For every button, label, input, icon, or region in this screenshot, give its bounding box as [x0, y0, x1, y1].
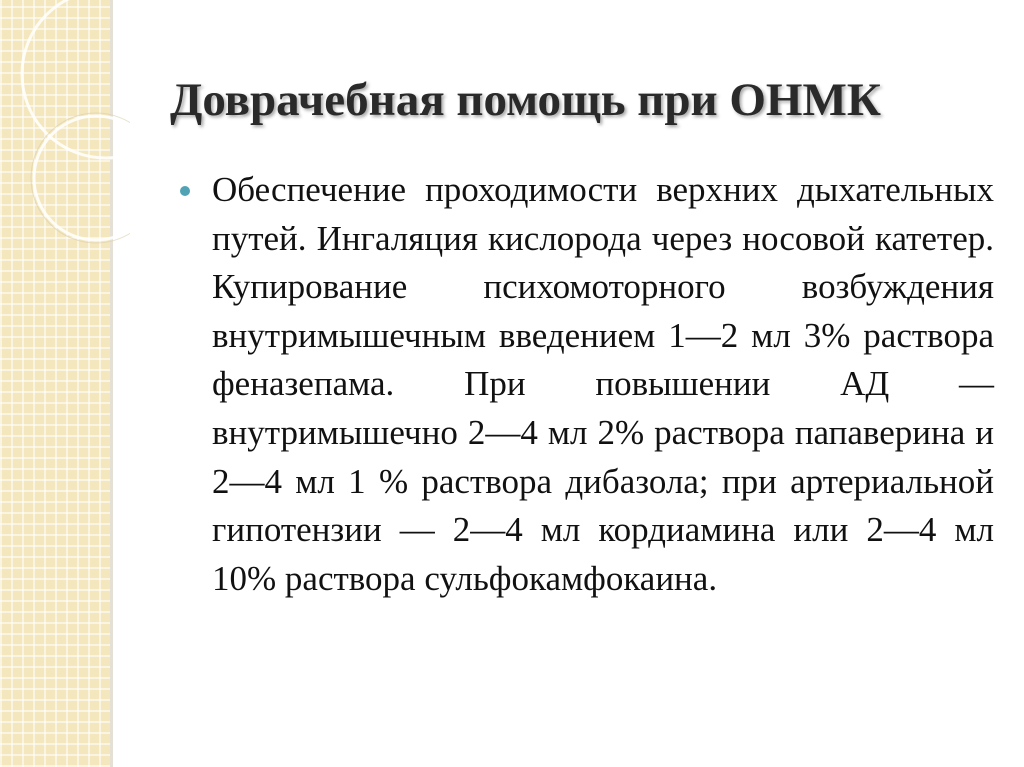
decorative-ring-upper: [22, 0, 130, 158]
bullet-dot: [180, 186, 190, 196]
decorative-rings: [0, 0, 130, 260]
slide-title: Доврачебная помощь при ОНМК: [170, 74, 881, 126]
bullet-text: Обеспечение проходимости верхних дыхательных путей. Ингаляция кислорода через носовой катетер. Купирование психомоторного возбуждения внутримышечным введением 1—2 мл 3% раствора феназепама. При повышении АД — внутримышечно 2—4 мл 2% раствора папаверина и 2—4 мл 1 % раствора дибазола; при артериальной гипотензии — 2—4 мл кордиамина или 2—4 мл 10% раствора сульфокамфокаина.: [212, 170, 994, 598]
